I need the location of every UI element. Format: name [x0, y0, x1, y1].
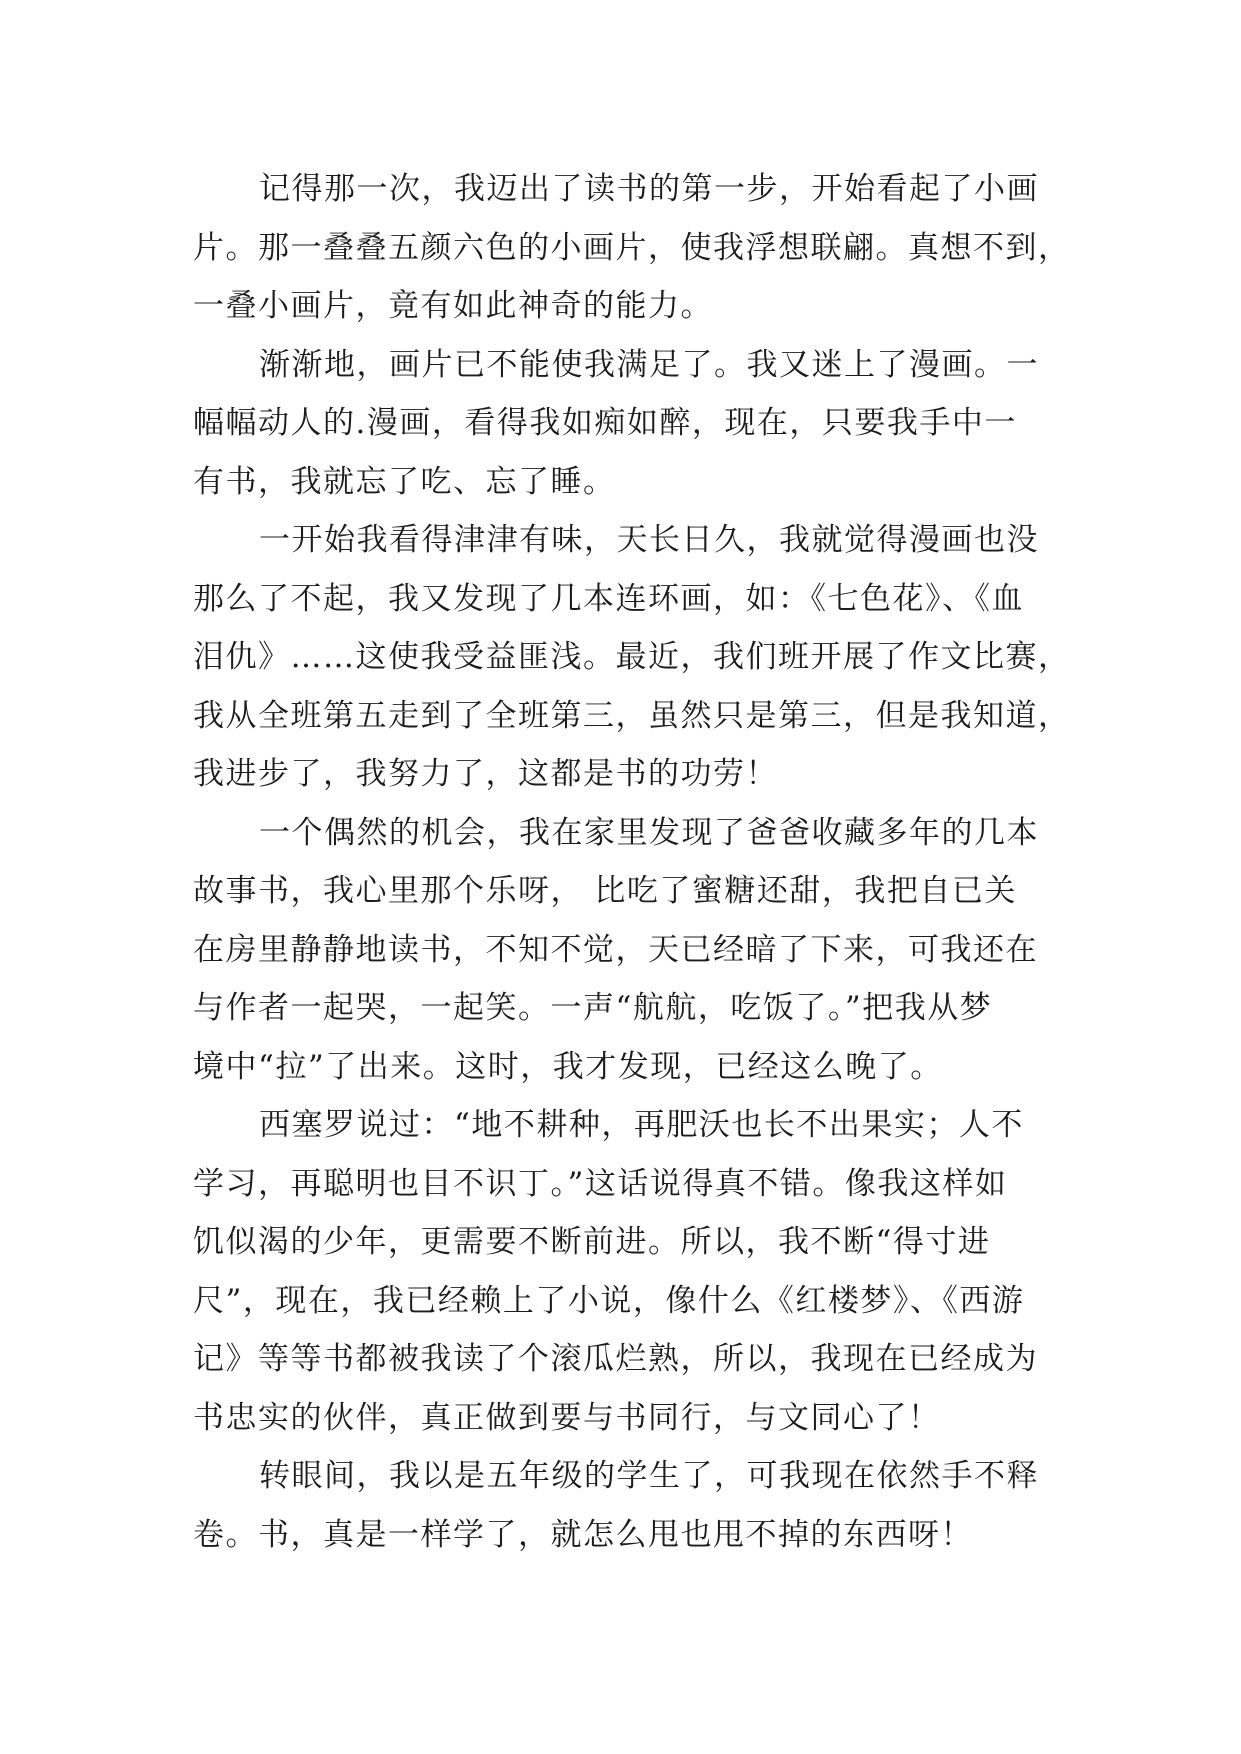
paragraph-line: 转眼间，我以是五年级的学生了，可我现在依然手不释 [259, 1458, 1039, 1494]
paragraph-line: 有书，我就忘了吃、忘了睡。 [193, 463, 616, 500]
paragraph-2 [193, 336, 1063, 512]
paragraph-line: 西塞罗说过：“地不耕种，再肥沃也长不出果实；人不 [259, 1107, 1024, 1143]
paragraph-line: 在房里静静地读书，不知不觉，天已经暗了下来，可我还在 [193, 931, 1038, 968]
paragraph-line: 书忠实的伙伴，真正做到要与书同行，与文同心了！ [193, 1399, 941, 1436]
paragraph-line: 我从全班第五走到了全班第三，虽然只是第三，但是我知道， [193, 697, 1071, 734]
paragraph-line: 故事书，我心里那个乐呀， 比吃了蜜糖还甜，我把自已关 [193, 873, 1017, 909]
paragraph-4 [193, 804, 1063, 1097]
paragraph-line: 泪仇》……这使我受益匪浅。最近，我们班开展了作文比赛， [193, 639, 1071, 675]
paragraph-line: 幅幅动人的.漫画，看得我如痴如醉，现在，只要我手中一 [193, 405, 1017, 441]
paragraph-line: 一开始我看得津津有味，天长日久，我就觉得漫画也没 [259, 522, 1039, 558]
paragraph-line: 一叠小画片，竟有如此神奇的能力。 [193, 288, 713, 324]
paragraph-line: 卷。书，真是一样学了，就怎么甩也甩不掉的东西呀！ [193, 1516, 973, 1553]
paragraph-line: 记得那一次，我迈出了读书的第一步，开始看起了小画 [259, 171, 1039, 207]
paragraph-line: 我进步了，我努力了，这都是书的功劳！ [193, 756, 778, 792]
paragraph-3 [193, 511, 1071, 804]
paragraph-line: 饥似渴的少年，更需要不断前进。所以，我不断“得寸进 [193, 1224, 991, 1260]
paragraph-line: 一个偶然的机会，我在家里发现了爸爸收藏多年的几本 [259, 814, 1039, 851]
paragraph-line: 那么了不起，我又发现了几本连环画，如：《七色花》、《血 [193, 580, 1024, 617]
paragraph-line: 学习，再聪明也目不识丁。”这话说得真不错。像我这样如 [193, 1165, 1008, 1202]
paragraph-5 [193, 1096, 1063, 1447]
paragraph-line: 尺”，现在，我已经赖上了小说，像什么《红楼梦》、《西游 [193, 1282, 1025, 1319]
paragraph-line: 片。那一叠叠五颜六色的小画片，使我浮想联翩。真想不到， [193, 229, 1071, 266]
paragraph-line: 境中“拉”了出来。这时，我才发现，已经这么晚了。 [193, 1048, 943, 1085]
document-body [193, 160, 1071, 1564]
paragraph-1 [193, 160, 1071, 336]
paragraph-line: 渐渐地，画片已不能使我满足了。我又迷上了漫画。一 [259, 346, 1039, 383]
paragraph-line: 与作者一起哭，一起笑。一声“航航，吃饭了。”把我从梦 [193, 990, 993, 1026]
paragraph-line: 记》等等书都被我读了个滚瓜烂熟，所以，我现在已经成为 [193, 1341, 1038, 1377]
paragraph-6 [193, 1447, 1063, 1564]
